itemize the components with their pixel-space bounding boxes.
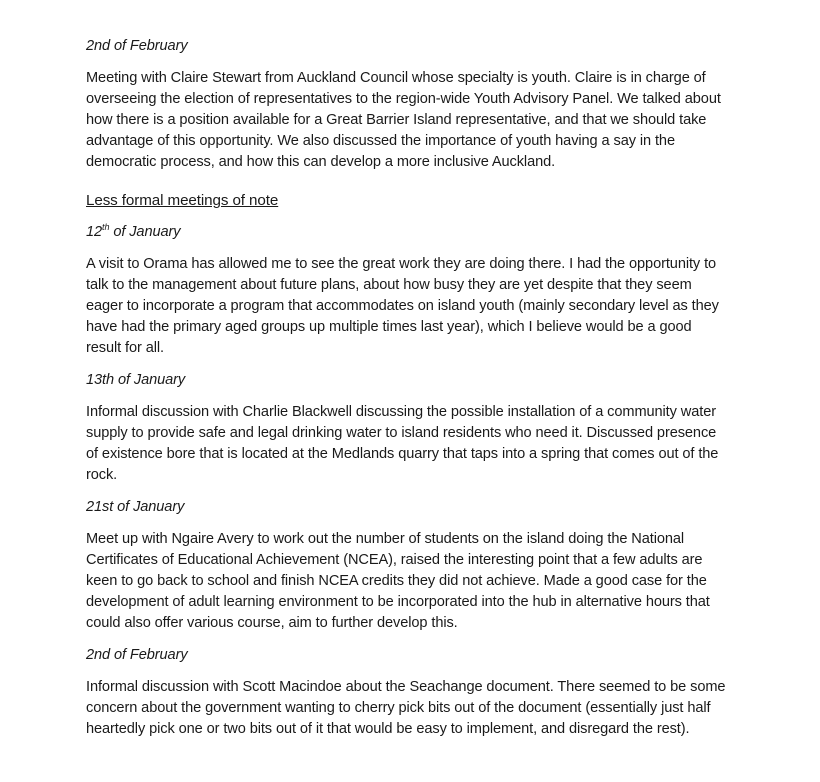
entry-date: 21st of January xyxy=(86,499,185,515)
document-page xyxy=(86,36,746,751)
section-heading: Less formal meetings of note xyxy=(86,192,279,209)
entry-body: Informal discussion with Charlie Blackwell discussing the possible installation of a community water supply to provide safe and legal drinking water to island residents who need it. Discussed presence of existence bore that is located at the Medlands quarry that taps into a spring that comes out of the rock. xyxy=(86,404,719,483)
date-day: 12 xyxy=(86,224,103,240)
entry-date: 13th of January xyxy=(86,372,186,388)
date-rest: of January xyxy=(109,224,181,240)
entry-date: 2nd of February xyxy=(86,647,188,663)
entry-date xyxy=(86,222,746,243)
entry-body: Meet up with Ngaire Avery to work out the number of students on the island doing the National Certificates of Educational Achievement (NCEA), raised the interesting point that a few adults are keen to go back to school and finish NCEA credits they did not achieve. Made a good case for the development of adult learning environment to be incorporated into the hub in alternative hours that could also offer various course, aim to further develop this. xyxy=(86,531,710,631)
entry-date: 2nd of February xyxy=(86,38,188,54)
entry-body: Meeting with Claire Stewart from Auckland Council whose specialty is youth. Claire is in charge of overseeing the election of representatives to the region-wide Youth Advisory Panel. We talked about how there is a position available for a Great Barrier Island representative, and that we should take advantage of this opportunity. We also discussed the importance of youth having a say in the democratic process, and how this can develop a more inclusive Auckland. xyxy=(86,70,721,170)
entry-body: Informal discussion with Scott Macindoe about the Seachange document. There seemed to be some concern about the government wanting to cherry pick bits out of the document (essentially just half heartedly pick one or two bits out of it that would be easy to implement, and disregard the rest). xyxy=(86,679,726,737)
entry-body: A visit to Orama has allowed me to see the great work they are doing there. I had the opportunity to talk to the management about future plans, about how busy they are yet despite that they seem eager to incorporate a program that accommodates on island youth (mainly secondary level as they have had the primary aged groups up multiple times last year), which I believe would be a good result for all. xyxy=(86,256,719,356)
date-ordinal: th xyxy=(102,222,110,232)
